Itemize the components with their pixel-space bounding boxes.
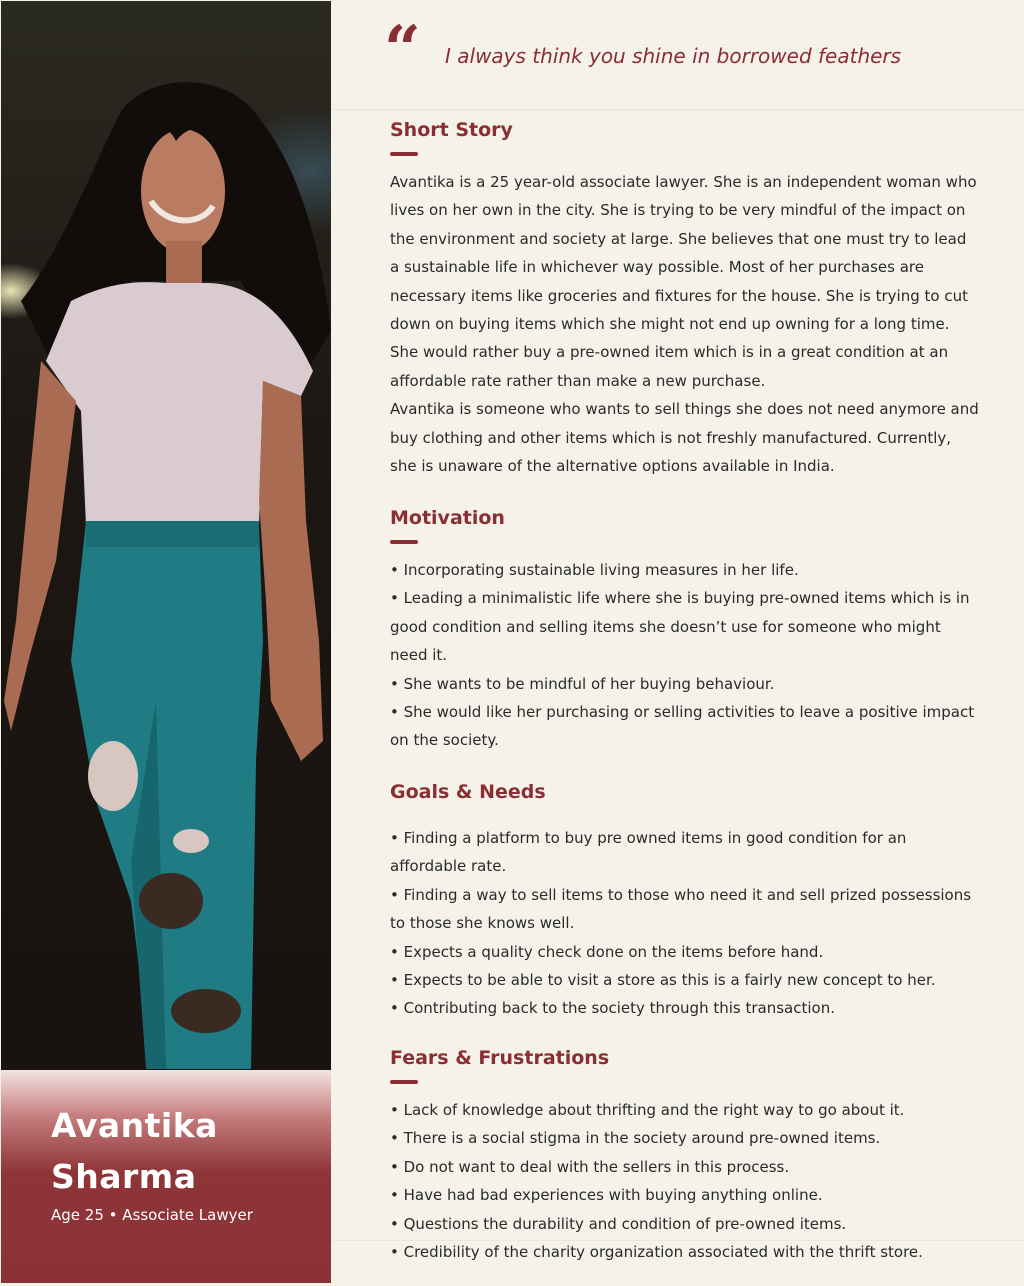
section-title: Goals & Needs [390,781,546,803]
list-item: • Incorporating sustainable living measures in her life. [390,561,799,579]
section-goals-needs [390,780,980,1023]
quote-text: I always think you shine in borrowed feathers [445,44,902,68]
section-title: Motivation [390,507,505,529]
section-body [390,168,980,480]
section-title: Short Story [390,119,513,141]
section-short-story [390,118,980,480]
persona-panel [1,1,331,1283]
section-body [390,824,980,1023]
list-item: • Leading a minimalistic life where she is buying pre-owned items which is in good condition and selling items she doesn’t use for someone who might need it. [390,589,970,665]
section-fears-frustrations [390,1046,980,1266]
list-item: • She would like her purchasing or selling activities to leave a positive impact on the society. [390,703,975,750]
paragraph: Avantika is a 25 year-old associate lawyer. She is an independent woman who lives on her own in the city. She is trying to be very mindful of the impact on the environment and society at large. She believes that one must try to lead a sustainable life in whichever way possible. Most of her purchases are necessary items like groceries and fixtures for the house. She is trying to cut down on buying items which she might not end up owning for a long time. She would rather buy a pre-owned item which is in a great condition at an affordable rate rather than make a new purchase. [390,173,977,390]
list-item: • Finding a platform to buy pre owned items in good condition for an affordable rate. [390,829,907,876]
title-underline [390,540,418,544]
persona-subtitle: Age 25 • Associate Lawyer [51,1206,253,1224]
quote-mark-icon: “ [384,12,421,87]
paragraph: Avantika is someone who wants to sell things she does not need anymore and buy clothing and other items which is not freshly manufactured. Currently, she is unaware of the alternative options available in India. [390,400,979,476]
list-item: • Have had bad experiences with buying anything online. [390,1186,823,1205]
title-underline [390,152,418,156]
section-motivation [390,506,980,755]
portrait-photo [1,1,331,1069]
persona-name: Avantika Sharma [51,1106,218,1196]
list-item: • She wants to be mindful of her buying behaviour. [390,674,775,693]
list-item: • Finding a way to sell items to those who need it and sell prized possessions to those she knows well. [390,885,972,933]
portrait-illustration [1,1,331,1069]
section-title: Fears & Frustrations [390,1047,610,1069]
list-item: • Credibility of the charity organization associated with the thrift store. [390,1243,923,1262]
quote-band [332,0,1024,110]
section-body [390,556,980,755]
list-item: • Expects a quality check done on the items before hand. [390,942,824,961]
name-card [1,1070,331,1283]
content-panel [332,0,1024,1286]
list-item: • Questions the durability and condition of pre-owned items. [390,1214,847,1233]
list-item: • Contributing back to the society through this transaction. [390,999,835,1018]
list-item: • There is a social stigma in the society around pre-owned items. [390,1129,881,1148]
title-underline [390,1080,418,1084]
list-item: • Do not want to deal with the sellers in this process. [390,1157,790,1176]
list-item: • Expects to be able to visit a store as this is a fairly new concept to her. [390,971,936,990]
divider [332,1240,1024,1241]
list-item: • Lack of knowledge about thrifting and the right way to go about it. [390,1101,905,1119]
